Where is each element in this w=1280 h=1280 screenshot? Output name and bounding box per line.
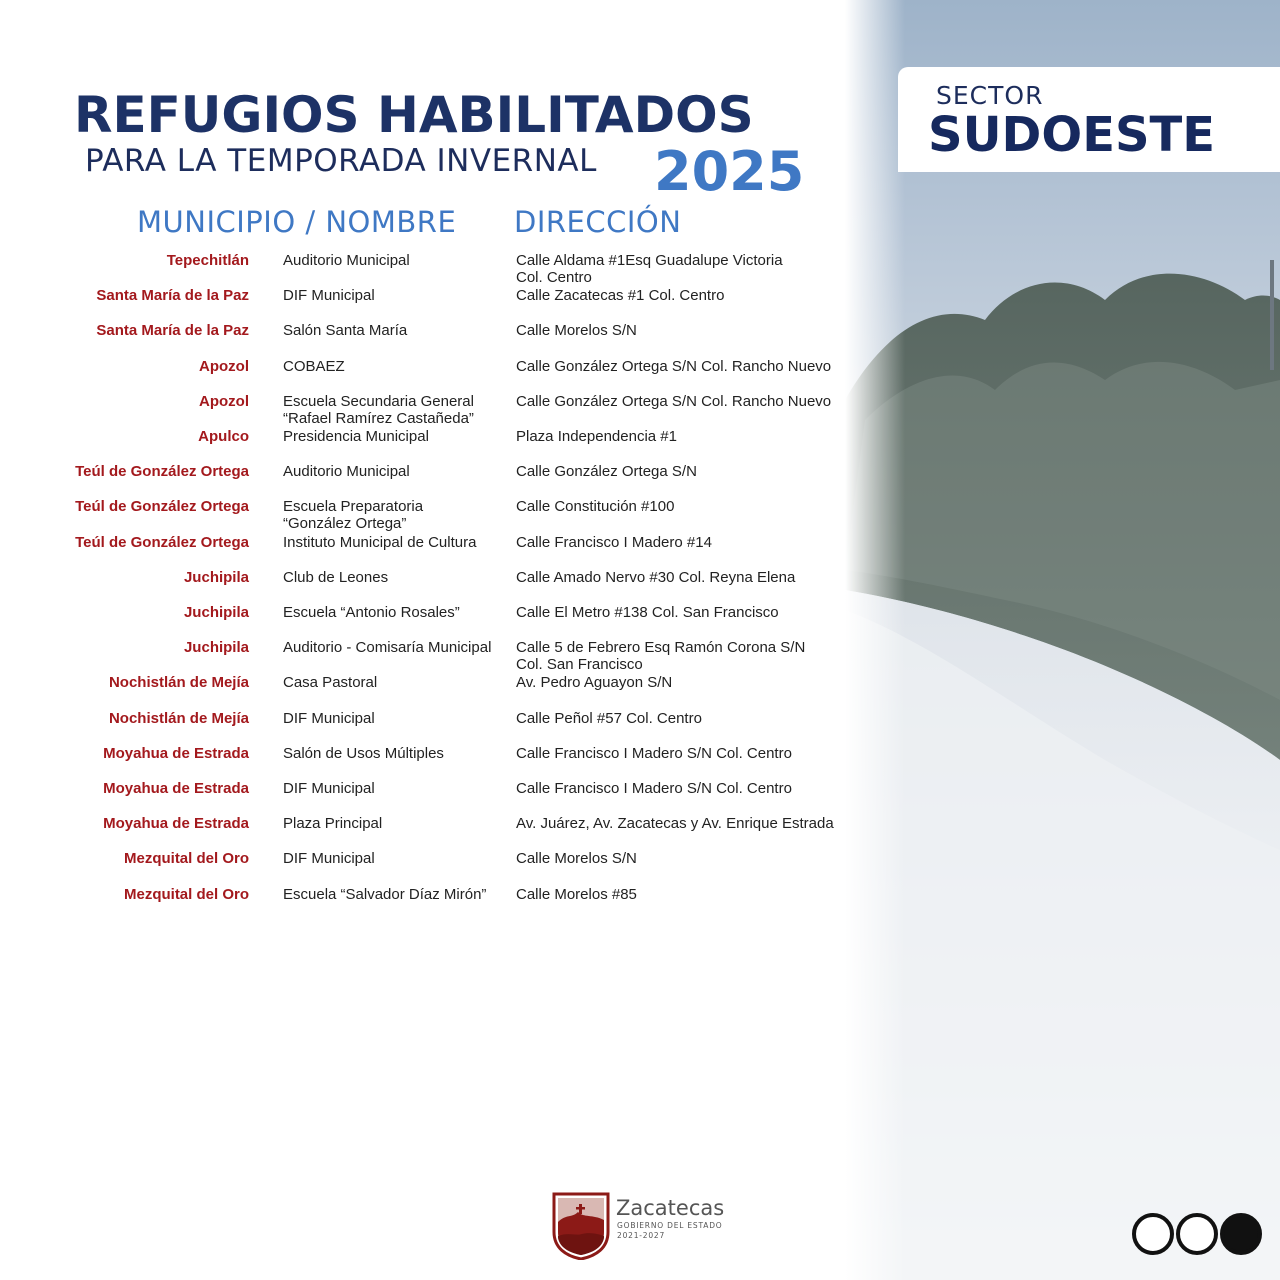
table-row bbox=[0, 604, 845, 639]
nombre-cell: Club de Leones bbox=[283, 568, 389, 586]
municipio-cell: Nochistlán de Mejía bbox=[108, 674, 249, 692]
municipio-cell: Teúl de González Ortega bbox=[75, 463, 249, 481]
municipio-cell: Moyahua de Estrada bbox=[103, 780, 249, 797]
direccion-cell: Calle 5 de Febrero Esq Ramón Corona S/N Col. San Francisco bbox=[516, 639, 806, 674]
municipio-cell: Apulco bbox=[198, 428, 249, 445]
municipio-cell: Apozol bbox=[199, 357, 249, 375]
logo-name: Zacatecas bbox=[616, 1196, 725, 1220]
municipio-cell: Moyahua de Estrada bbox=[103, 744, 249, 762]
nombre-cell: Presidencia Municipal bbox=[283, 428, 429, 445]
table-row bbox=[0, 815, 845, 850]
sector-badge bbox=[898, 67, 1280, 172]
municipio-cell: Tepechitlán bbox=[166, 252, 249, 269]
direccion-cell: Calle Morelos #85 bbox=[516, 885, 637, 903]
municipio-cell: Moyahua de Estrada bbox=[103, 815, 249, 833]
table-row bbox=[0, 322, 845, 357]
direccion-cell: Av. Juárez, Av. Zacatecas y Av. Enrique Estrada bbox=[516, 815, 834, 833]
sector-name: SUDOESTE bbox=[928, 107, 1216, 163]
direccion-cell: Calle Francisco I Madero S/N Col. Centro bbox=[516, 744, 792, 762]
direccion-cell: Calle Zacatecas #1 Col. Centro bbox=[516, 287, 725, 305]
municipio-cell: Teúl de González Ortega bbox=[75, 533, 249, 551]
municipio-cell: Juchipila bbox=[183, 639, 249, 657]
logo-years: 2021-2027 bbox=[617, 1231, 666, 1240]
nombre-cell: Escuela Preparatoria “González Ortega” bbox=[283, 498, 424, 533]
municipio-cell: Nochistlán de Mejía bbox=[108, 709, 249, 727]
decorative-circles bbox=[1132, 1213, 1262, 1257]
table-row bbox=[0, 639, 845, 674]
logo-subtitle: GOBIERNO DEL ESTADO bbox=[617, 1221, 723, 1230]
direccion-cell: Calle Morelos S/N bbox=[516, 850, 637, 868]
column-header-direccion: DIRECCIÓN bbox=[514, 205, 682, 239]
state-shield-icon bbox=[552, 1192, 610, 1260]
page-subtitle: PARA LA TEMPORADA INVERNAL bbox=[85, 143, 597, 179]
direccion-cell: Calle González Ortega S/N bbox=[516, 463, 697, 481]
nombre-cell: Auditorio - Comisaría Municipal bbox=[283, 639, 492, 657]
municipio-cell: Mezquital del Oro bbox=[123, 885, 249, 903]
nombre-cell: DIF Municipal bbox=[283, 287, 375, 305]
photo-edge-fade bbox=[845, 0, 905, 1280]
circle-outline-icon bbox=[1176, 1213, 1218, 1255]
sector-label: SECTOR bbox=[936, 81, 1044, 110]
table-row bbox=[0, 463, 845, 498]
municipio-cell: Mezquital del Oro bbox=[123, 850, 249, 868]
municipio-cell: Santa María de la Paz bbox=[96, 322, 249, 340]
table-row bbox=[0, 710, 845, 745]
direccion-cell: Calle Aldama #1Esq Guadalupe Victoria Col. Centro bbox=[516, 252, 783, 286]
nombre-cell: Instituto Municipal de Cultura bbox=[283, 533, 477, 551]
nombre-cell: COBAEZ bbox=[283, 357, 345, 375]
circle-outline-icon bbox=[1132, 1213, 1174, 1255]
table-row bbox=[0, 745, 845, 780]
direccion-cell: Calle Morelos S/N bbox=[516, 322, 637, 340]
circle-filled-icon bbox=[1220, 1213, 1262, 1255]
direccion-cell: Av. Pedro Aguayon S/N bbox=[516, 674, 673, 692]
municipio-cell: Juchipila bbox=[183, 568, 249, 586]
column-header-municipio: MUNICIPIO / NOMBRE bbox=[137, 205, 457, 239]
nombre-cell: Auditorio Municipal bbox=[283, 463, 410, 481]
table-row bbox=[0, 358, 845, 393]
direccion-cell: Plaza Independencia #1 bbox=[516, 428, 677, 445]
direccion-cell: Calle González Ortega S/N Col. Rancho Nuevo bbox=[516, 392, 832, 410]
direccion-cell: Calle Francisco I Madero S/N Col. Centro bbox=[516, 780, 792, 797]
table-row bbox=[0, 498, 845, 533]
direccion-cell: Calle El Metro #138 Col. San Francisco bbox=[516, 604, 779, 621]
nombre-cell: DIF Municipal bbox=[283, 780, 375, 797]
snow-trees-illustration bbox=[845, 0, 1280, 1280]
nombre-cell: Escuela Secundaria General “Rafael Ramírez Castañeda” bbox=[283, 392, 474, 427]
nombre-cell: DIF Municipal bbox=[283, 709, 375, 727]
municipio-cell: Teúl de González Ortega bbox=[75, 498, 249, 516]
direccion-cell: Calle Amado Nervo #30 Col. Reyna Elena bbox=[516, 568, 796, 586]
municipio-cell: Apozol bbox=[199, 392, 249, 410]
table-row bbox=[0, 886, 845, 921]
nombre-cell: Escuela “Antonio Rosales” bbox=[283, 604, 460, 621]
nombre-cell: Salón de Usos Múltiples bbox=[283, 744, 444, 762]
nombre-cell: Salón Santa María bbox=[283, 322, 408, 340]
year-label: 2025 bbox=[654, 140, 805, 203]
nombre-cell: Plaza Principal bbox=[283, 815, 383, 833]
table-row bbox=[0, 780, 845, 815]
direccion-cell: Calle González Ortega S/N Col. Rancho Nuevo bbox=[516, 357, 832, 375]
table-row bbox=[0, 850, 845, 885]
zacatecas-logo bbox=[552, 1192, 732, 1260]
direccion-cell: Calle Peñol #57 Col. Centro bbox=[516, 709, 702, 727]
nombre-cell: Casa Pastoral bbox=[283, 674, 378, 692]
snowy-landscape-photo bbox=[845, 0, 1280, 1280]
page-title: REFUGIOS HABILITADOS bbox=[74, 86, 754, 144]
table-row bbox=[0, 674, 845, 709]
table-row bbox=[0, 252, 845, 287]
direccion-cell: Calle Constitución #100 bbox=[516, 498, 675, 516]
table-row bbox=[0, 534, 845, 569]
table-row bbox=[0, 428, 845, 463]
municipio-cell: Juchipila bbox=[183, 604, 249, 621]
direccion-cell: Calle Francisco I Madero #14 bbox=[516, 533, 712, 551]
nombre-cell: Auditorio Municipal bbox=[283, 252, 410, 269]
table-row bbox=[0, 569, 845, 604]
table-row bbox=[0, 393, 845, 428]
municipio-cell: Santa María de la Paz bbox=[96, 287, 249, 305]
nombre-cell: Escuela “Salvador Díaz Mirón” bbox=[283, 885, 487, 903]
nombre-cell: DIF Municipal bbox=[283, 850, 375, 868]
table-row bbox=[0, 287, 845, 322]
